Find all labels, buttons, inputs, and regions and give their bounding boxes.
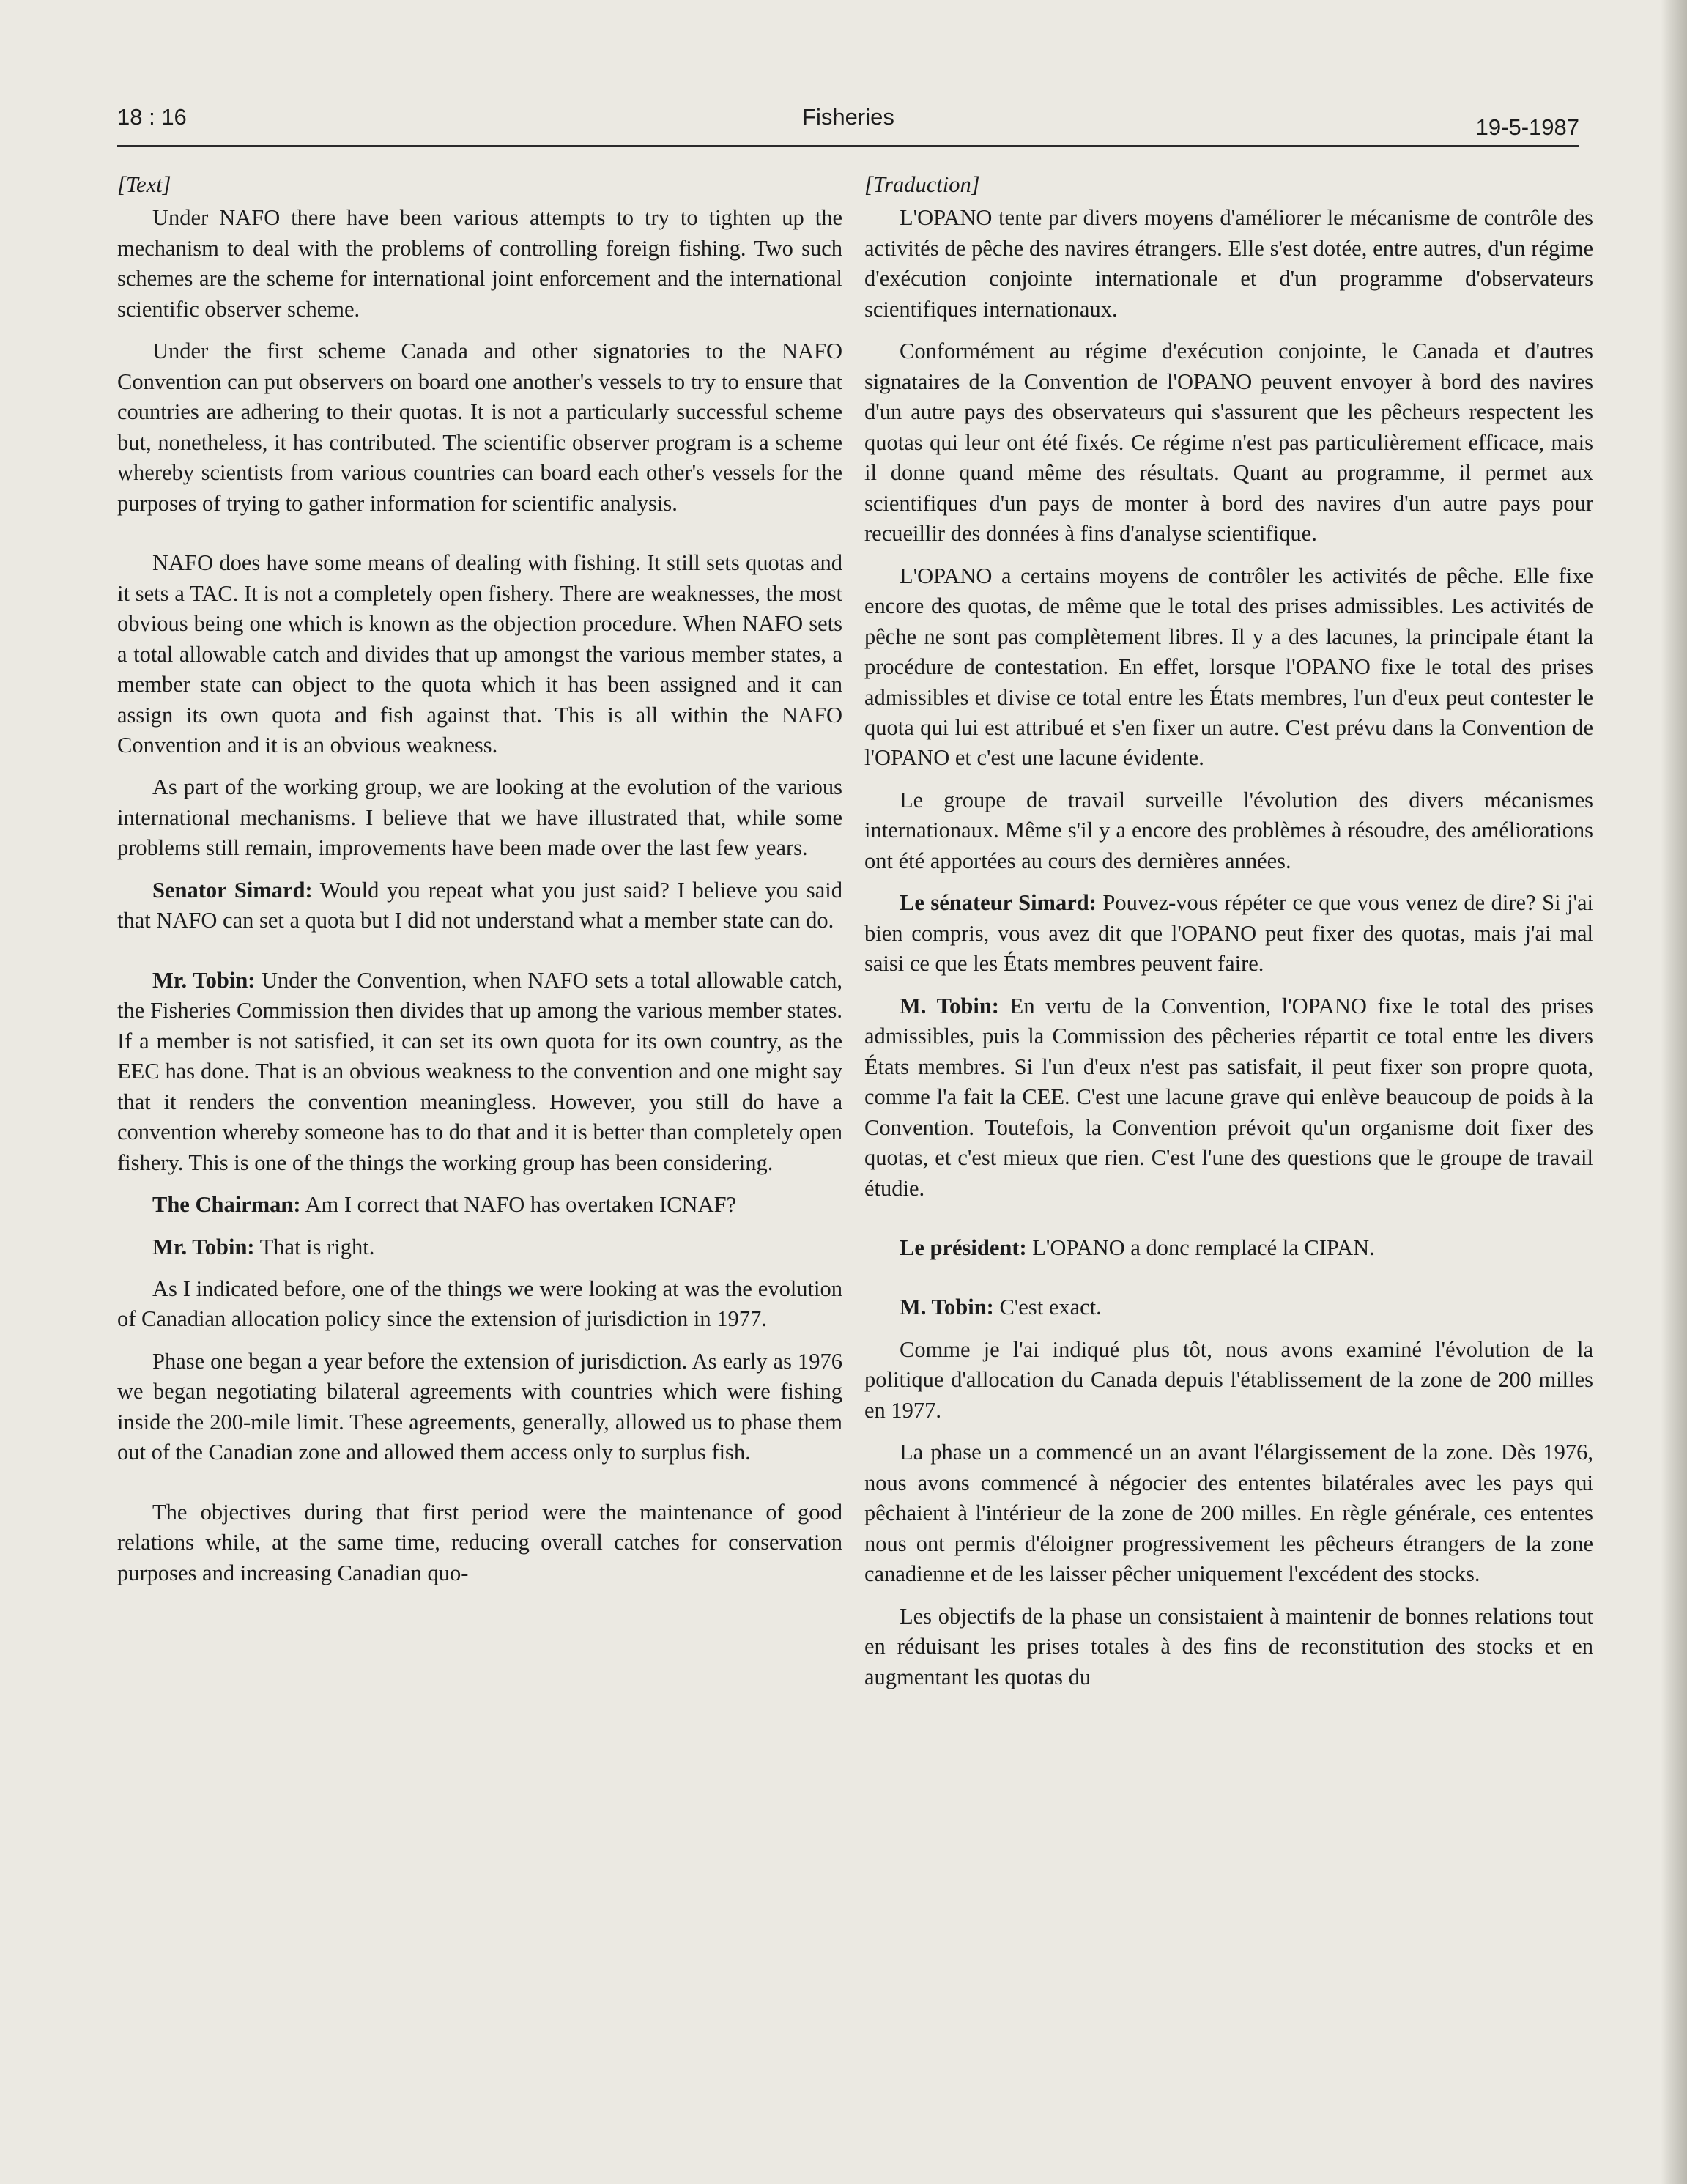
page-header — [117, 101, 1579, 145]
paragraph: Les objectifs de la phase un consistaient à maintenir de bonnes relations tout en réduisant les prises totales à des fins de reconstitution des stocks et en augmentant les quotas du — [864, 1603, 1593, 1689]
paragraph: Le groupe de travail surveille l'évolution des divers mécanismes internationaux. Même s'il y a encore des problèmes à résoudre, des améliorations ont été apportées au cours des dernières années. — [864, 787, 1593, 873]
paragraph: The objectives during that first period were the maintenance of good relations while, at the same time, reducing overall catches for conservation purposes and increasing Canadian quo- — [117, 1499, 842, 1585]
text-tag: [Text] — [117, 172, 171, 197]
speaker-name: M. Tobin: — [900, 1295, 994, 1320]
speech-text: Am I correct that NAFO has overtaken ICNAF? — [300, 1192, 737, 1218]
paragraph: NAFO does have some means of dealing with fishing. It still sets quotas and it sets a TAC. It is not a completely open fishery. There are weaknesses, the most obvious being one which is known as the objection procedure. When NAFO sets a total allowable catch and divides that up amongst the various member states, a member state can object to the quota which it has been assigned and it can assign its own quota and fish against that. This is all within the NAFO Convention and it is an obvious weakness. — [117, 550, 842, 758]
speaker-name: Le sénateur Simard: — [900, 890, 1097, 916]
english-column — [117, 170, 842, 1600]
header-rule — [117, 145, 1579, 147]
speech-text: En vertu de la Convention, l'OPANO fixe le total des prises admissibles, puis la Commission des pêcheries répartit ce total entre les divers États membres. Si l'un d'eux n'est pas satisfait, il peut fixer son propre quota, comme l'a fait la CEE. C'est une lacune grave qui enlève beaucoup de poids à la Convention. Toutefois, la Convention prévoit qu'un organisme doit fixer des quotas, et c'est mieux que rien. C'est l'une des questions que le groupe de travail étudie. — [864, 993, 1593, 1201]
page-number: 18 : 16 — [117, 104, 187, 130]
speech-text: Pouvez-vous répéter ce que vous venez de dire? Si j'ai bien compris, vous avez dit que l'OPANO peut fixer des quotas, mais j'ai mal saisi ce que les États membres peuvent faire. — [864, 890, 1593, 977]
speaker-name: Mr. Tobin: — [152, 967, 256, 993]
paragraph: Phase one began a year before the extension of jurisdiction. As early as 1976 we began negotiating bilateral agreements with countries which were fishing inside the 200-mile limit. These agreements, generally, allowed us to phase them out of the Canadian zone and allowed them access only to surplus fish. — [117, 1348, 842, 1465]
speech — [864, 888, 1593, 979]
speaker-name: The Chairman: — [152, 1192, 301, 1218]
paragraph: As part of the working group, we are looking at the evolution of the various international mechanisms. I believe that we have illustrated that, while some problems still remain, improvements have been made over the last few years. — [117, 774, 842, 861]
speaker-name: M. Tobin: — [900, 993, 999, 1018]
running-title: Fisheries — [802, 104, 894, 130]
french-column — [864, 170, 1593, 1704]
speech-text: Would you repeat what you just said? I believe you said that NAFO can set a quota but I did not understand what a member state can do. — [117, 877, 842, 933]
speech — [864, 991, 1593, 1204]
paragraph: As I indicated before, one of the things we were looking at was the evolution of Canadian allocation policy since the extension of jurisdiction in 1977. — [117, 1276, 842, 1332]
paragraph: Conformément au régime d'exécution conjointe, le Canada et d'autres signataires de la Convention de l'OPANO peuvent envoyer à bord des navires d'un autre pays des observateurs qui s'assurent que les pêcheurs respectent les quotas qui leur ont été fixés. Ce régime n'est pas particulièrement efficace, mais il donne quand même des résultats. Quant au programme, il permet aux scientifiques d'un pays de monter à bord des navires d'un autre pays pour recueillir des données à fins d'analyse scientifique. — [864, 338, 1593, 547]
speech — [864, 1292, 1593, 1322]
speech-text: L'OPANO a donc remplacé la CIPAN. — [1026, 1235, 1375, 1260]
page-date: 19-5-1987 — [1475, 114, 1579, 140]
speaker-name: Mr. Tobin: — [152, 1234, 255, 1259]
speaker-name: Le président: — [900, 1235, 1027, 1260]
speaker-name: Senator Simard: — [152, 877, 313, 903]
page-edge-shadow — [1661, 0, 1687, 2184]
speech-text: That is right. — [254, 1234, 375, 1259]
paragraph: Under the first scheme Canada and other signatories to the NAFO Convention can put observers on board one another's vessels to try to ensure that countries are adhering to their quotas. It is not a particularly successful scheme but, nonetheless, it has contributed. The scientific observer program is a scheme whereby scientists from various countries can board each other's vessels for the purposes of trying to gather information for scientific analysis. — [117, 338, 842, 516]
speech — [117, 1190, 842, 1220]
speech-text: C'est exact. — [993, 1295, 1102, 1320]
speech — [864, 1233, 1593, 1263]
paragraph: L'OPANO a certains moyens de contrôler les activités de pêche. Elle fixe encore des quotas, de même que le total des prises admissibles. Les activités de pêche ne sont pas complètement libres. Il y a des lacunes, la principale étant la procédure de contestation. En effet, lorsque l'OPANO fixe le total des prises admissibles et divise ce total entre les États membres, l'un d'eux peut contester le quota qui lui est attribué et s'en fixer un autre. C'est prévu dans la Convention de l'OPANO et c'est une lacune évidente. — [864, 563, 1593, 771]
speech-text: Under the Convention, when NAFO sets a total allowable catch, the Fisheries Commission then divides that up among the various member states. If a member is not satisfied, it can set its own quota for its own country, as the EEC has done. That is an obvious weakness to the convention and one might say that it renders the convention meaningless. However, you still do have a convention whereby someone has to do that and it is better than completely open fishery. This is one of the things the working group has been considering. — [117, 967, 842, 1175]
paragraph: Under NAFO there have been various attempts to try to tighten up the mechanism to deal with the problems of controlling foreign fishing. Two such schemes are the scheme for international joint enforcement and the international scientific observer scheme. — [117, 205, 842, 322]
speech — [117, 966, 842, 1178]
paragraph: Comme je l'ai indiqué plus tôt, nous avons examiné l'évolution de la politique d'allocation du Canada depuis l'établissement de la zone de 200 milles en 1977. — [864, 1336, 1593, 1423]
speech — [117, 1232, 842, 1262]
translation-tag: [Traduction] — [864, 172, 980, 197]
paragraph: La phase un a commencé un an avant l'élargissement de la zone. Dès 1976, nous avons commencé à négocier des ententes bilatérales avec les pays qui pêchaient à l'intérieur de la zone de 200 milles. En règle générale, ces ententes nous ont permis d'éloigner progressivement les pêcheurs étrangers de la zone canadienne et de les laisser pêcher uniquement l'excédent des stocks. — [864, 1440, 1593, 1587]
paragraph: L'OPANO tente par divers moyens d'améliorer le mécanisme de contrôle des activités de pêche des navires étrangers. Elle s'est dotée, entre autres, d'un régime d'exécution conjointe internationale et d'un programme d'observateurs scientifiques internationaux. — [864, 205, 1593, 322]
speech — [117, 876, 842, 936]
